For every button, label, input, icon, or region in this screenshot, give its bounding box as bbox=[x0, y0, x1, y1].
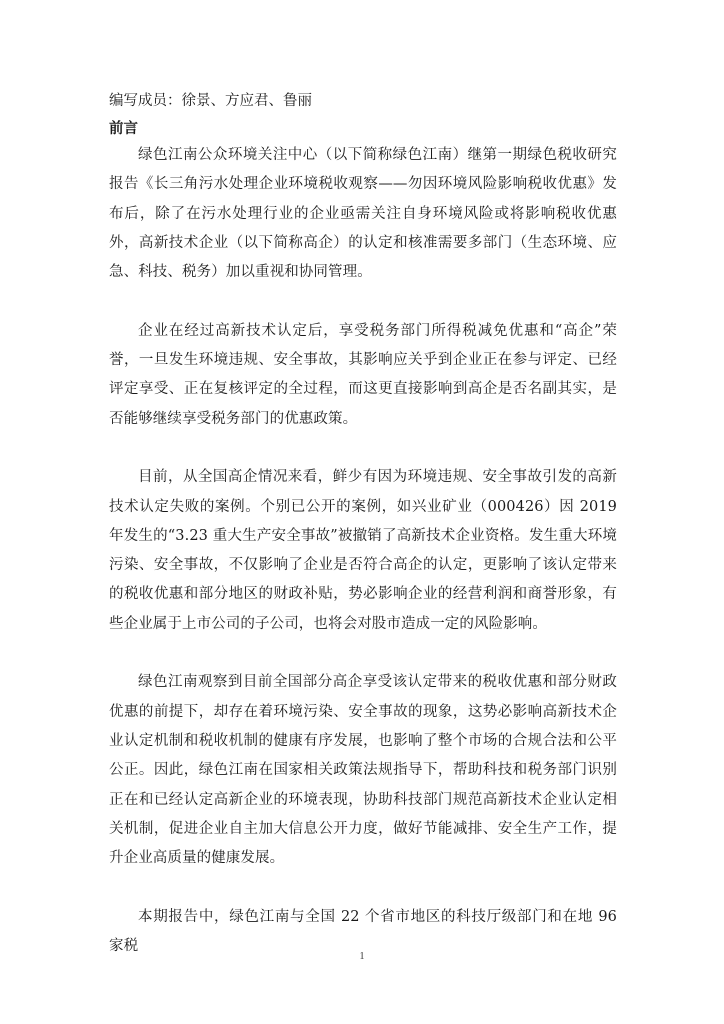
authors-line: 编写成员：徐景、方应君、鲁丽 bbox=[109, 93, 312, 109]
paragraph-3: 目前，从全国高企情况来看，鲜少有因为环境违规、安全事故引发的高新技术认定失败的案例。个别已公开的案例，如兴业矿业（000426）因 2019 年发生的“3.23 重大生产安全事故”被撤销了高新技术企业资格。发生重大环境污染、安全事故，不仅影响了企业是否符合高企的认定，更影响了该认定带来的税收优惠和部分地区的财政补贴，势必影响企业的经营利润和商誉形象，有些企业属于上市公司的子公司，也将会对股市造成一定的风险影响。 bbox=[109, 469, 617, 632]
paragraph-1: 绿色江南公众环境关注中心（以下简称绿色江南）继第一期绿色税收研究报告《长三角污水处理企业环境税收观察——勿因环境风险影响税收优惠》发布后，除了在污水处理行业的企业亟需关注自身环境风险或将影响税收优惠外，高新技术企业（以下简称高企）的认定和核准需要多部门（生态环境、应急、科技、税务）加以重视和协同管理。 bbox=[109, 147, 617, 281]
document-body bbox=[109, 91, 617, 961]
paragraph-5: 本期报告中，绿色江南与全国 22 个省市地区的科技厅级部门和在地 96 家税 bbox=[109, 908, 617, 955]
page-number: 1 bbox=[359, 951, 365, 962]
paragraph-spacer bbox=[109, 639, 617, 668]
paragraph-spacer bbox=[109, 873, 617, 902]
section-heading: 前言 bbox=[109, 120, 138, 137]
paragraph-4: 绿色江南观察到目前全国部分高企享受该认定带来的税收优惠和部分财政优惠的前提下，却存在着环境污染、安全事故的现象，这势必影响高新技术企业认定机制和税收机制的健康有序发展，也影响了整个市场的合规合法和公平公正。因此，绿色江南在国家相关政策法规指导下，帮助科技和税务部门识别正在和已经认定高新企业的环境表现，协助科技部门规范高新技术企业认定相关机制，促进企业自主加大信息公开力度，做好节能减排、安全生产工作，提升企业高质量的健康发展。 bbox=[109, 674, 617, 867]
paragraph-2: 企业在经过高新技术认定后，享受税务部门所得税减免优惠和“高企”荣誉，一旦发生环境违规、安全事故，其影响应关乎到企业正在参与评定、已经评定享受、正在复核评定的全过程，而这更直接影响到高企是否名副其实，是否能够继续享受税务部门的优惠政策。 bbox=[109, 322, 617, 427]
paragraph-spacer bbox=[109, 434, 617, 463]
paragraph-spacer bbox=[109, 287, 617, 316]
